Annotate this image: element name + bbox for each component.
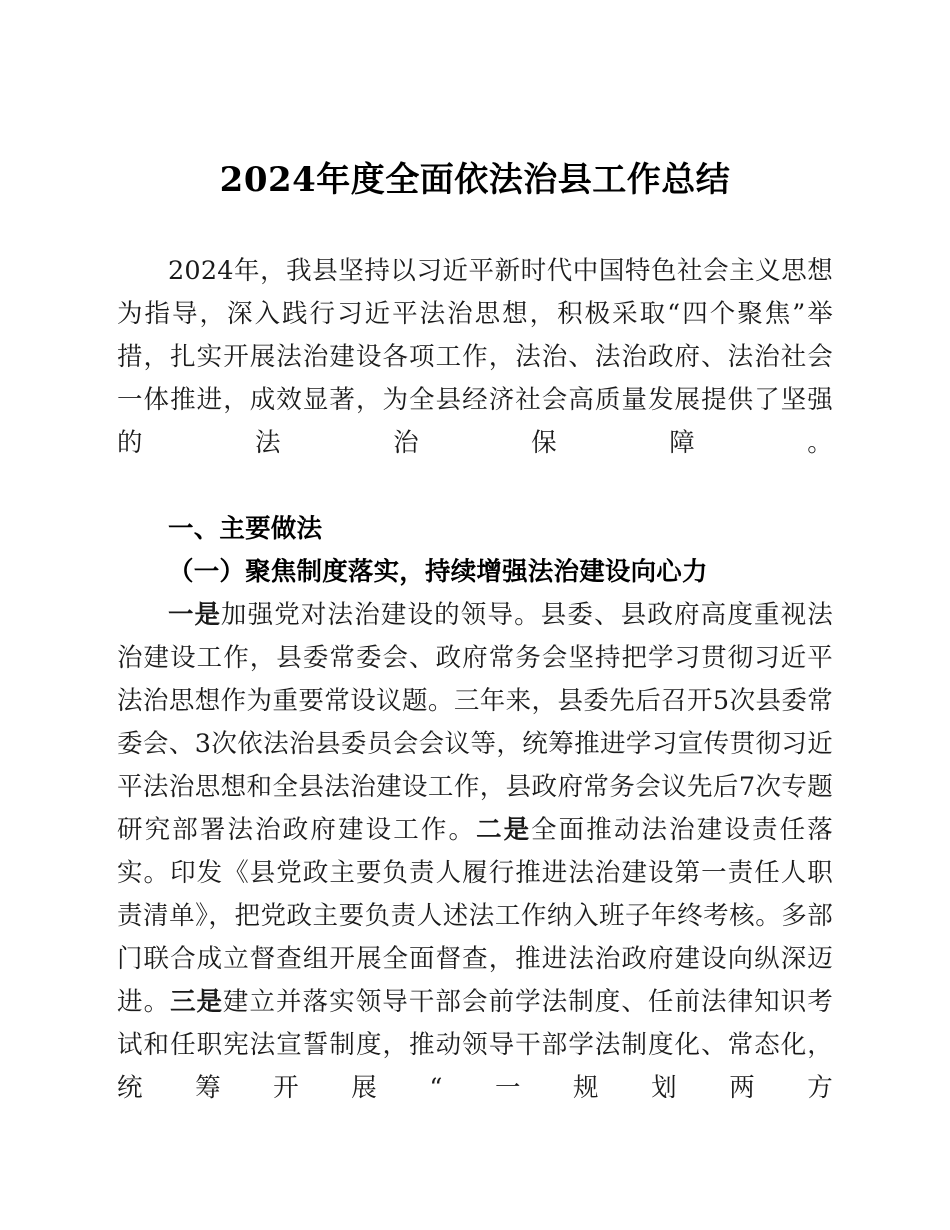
document-content-column	[117, 0, 833, 1153]
inline-lead-4: 三是	[170, 987, 223, 1017]
inline-text-3: 全面推动法治建设责任落实。印发《县党政主要负责人履行推进法治建设第一责任人职责清单》，把党政主要负责人述法工作纳入班子年终考核。多部门联合成立督查组开展全面督查，推进法治政府建设向纵深迈进。	[117, 815, 833, 1017]
subsection-heading-system-implementation: （一）聚焦制度落实，持续增强法治建设向心力	[168, 557, 708, 587]
body-paragraph-system-implementation	[117, 594, 833, 1153]
inline-lead-2: 二是	[476, 815, 532, 845]
intro-paragraph: 2024年，我县坚持以习近平新时代中国特色社会主义思想为指导，深入践行习近平法治思想，积极采取“四个聚焦”举措，扎实开展法治建设各项工作，法治、法治政府、法治社会一体推进，成效显著，为全县经济社会高质量发展提供了坚强的法治保障。	[117, 256, 833, 458]
inline-text-5: 建立并落实领导干部会前学法制度、任前法律知识考试和任职宪法宣誓制度，推动领导干部学法制度化、常态化，统筹开展“一规划两方	[117, 987, 833, 1103]
inline-lead-0: 一是	[168, 600, 221, 630]
inline-text-1: 加强党对法治建设的领导。县委、县政府高度重视法治建设工作，县委常委会、政府常务会坚持把学习贯彻习近平法治思想作为重要常设议题。三年来，县委先后召开5次县委常委会、3次依法治县委员会会议等，统筹推进学习宣传贯彻习近平法治思想和全县法治建设工作，县政府常务会议先后7次专题研究部署法治政府建设工作。	[117, 600, 833, 845]
page-title: 2024年度全面依法治县工作总结	[219, 160, 731, 200]
section-heading-main-practices: 一、主要做法	[168, 514, 323, 544]
title-spacer	[117, 197, 833, 250]
